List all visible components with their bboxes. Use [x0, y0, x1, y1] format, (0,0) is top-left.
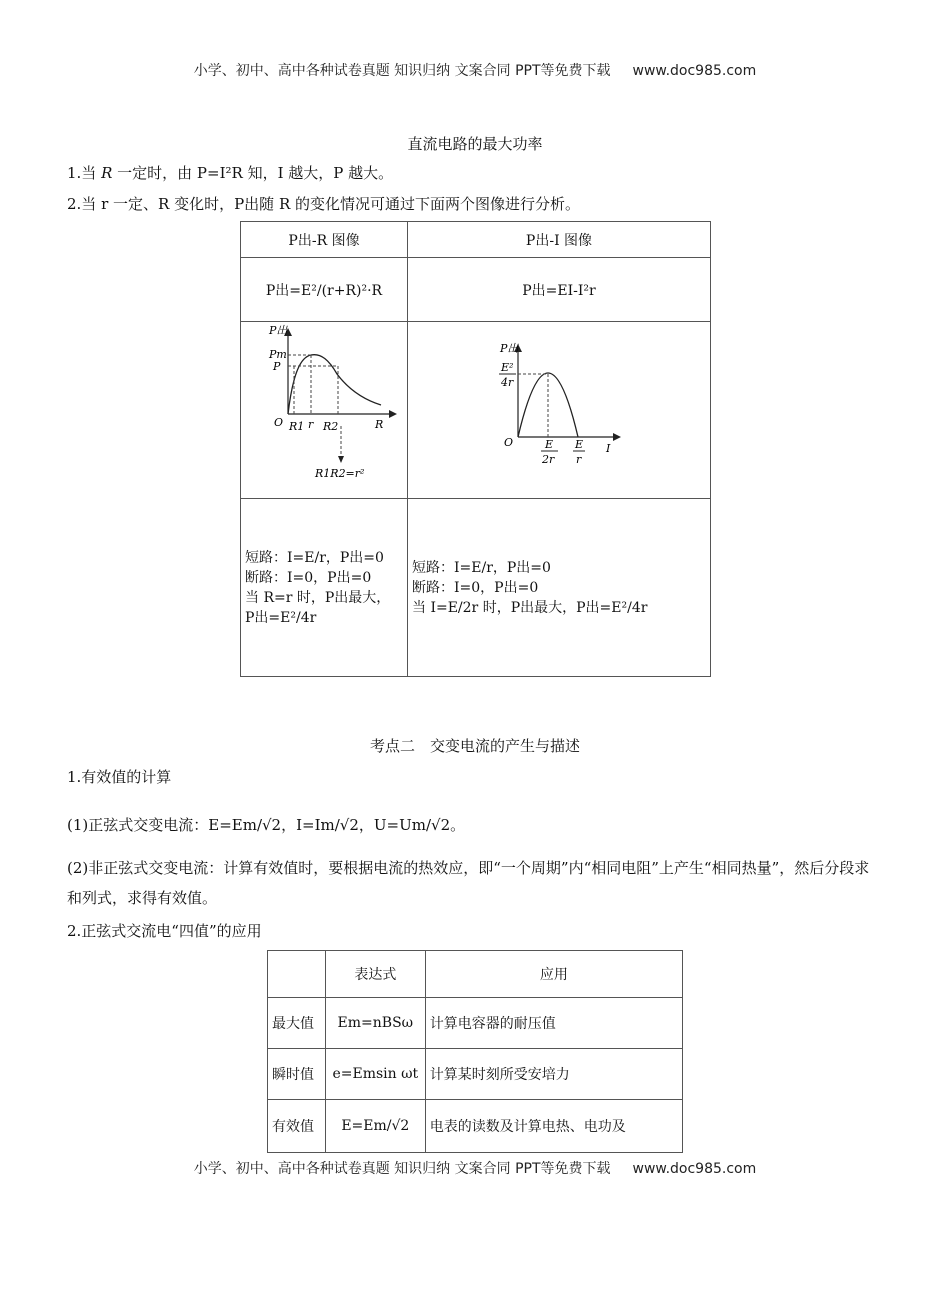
section2-heading1: 1.有效值的计算 [67, 768, 172, 786]
pi-peak-num: E² [501, 361, 514, 374]
formula-left: P出=E²/(r+R)²·R [241, 258, 408, 322]
section1-title: 直流电路的最大功率 [407, 135, 543, 153]
graph-right-cell [408, 322, 711, 499]
section2-nonsine: (2)非正弦式交变电流：计算有效值时，要根据电流的热效应，即“一个周期”内“相同电阻”上产生“相同热量”，然后分段求和列式，求得有效值。 [67, 859, 870, 907]
left-open: 断路：I=0，P出=0 [245, 569, 372, 586]
t2-head-2: 应用 [425, 951, 682, 998]
t2-head-0 [268, 951, 326, 998]
t2-row-expr: e=Emsin ωt [325, 1049, 425, 1100]
section2-title: 考点二 交变电流的产生与描述 [369, 737, 580, 755]
pi-tick2-den: r [576, 453, 582, 466]
pi-tick1-den: 2r [542, 453, 555, 466]
t2-head-1: 表达式 [325, 951, 425, 998]
four-values-table [267, 950, 683, 1153]
pi-axis-y: P出 [500, 342, 519, 355]
graph-left-cell [241, 322, 408, 499]
header-text: 小学、初中、高中各种试卷真题 知识归纳 文案合同 PPT等免费下载 [193, 63, 611, 79]
left-max-val: P出=E²/4r [245, 609, 317, 626]
pr-label-pm: Pm [269, 348, 287, 361]
pr-note: R1R2=r² [315, 467, 365, 480]
t2-row-expr: Em=nBSω [325, 998, 425, 1049]
pi-peak-den: 4r [501, 376, 514, 389]
power-table [240, 221, 711, 677]
t2-row-use: 计算电容器的耐压值 [425, 998, 682, 1049]
pr-tick-r1: R1 [289, 420, 305, 433]
right-open: 断路：I=0，P出=0 [412, 579, 539, 596]
page-footer [0, 1158, 950, 1178]
page-header [0, 60, 950, 80]
right-cases [408, 499, 711, 677]
table-head-right: P出-I 图像 [408, 222, 711, 258]
pi-graph [408, 322, 710, 494]
t2-row-use: 电表的读数及计算电热、电功及 [425, 1100, 682, 1153]
section2-sine-line: (1)正弦式交变电流：E=Em/√2，I=Im/√2，U=Um/√2。 [67, 816, 466, 834]
pi-origin: O [504, 436, 514, 449]
t2-row-name: 有效值 [268, 1100, 326, 1153]
pr-graph [241, 322, 407, 494]
pr-tick-r2: R2 [323, 420, 339, 433]
pi-tick2-num: E [575, 438, 584, 451]
footer-text: 小学、初中、高中各种试卷真题 知识归纳 文案合同 PPT等免费下载 [193, 1161, 611, 1177]
right-max: 当 I=E/2r 时，P出最大，P出=E²/4r [412, 599, 648, 616]
pr-origin: O [274, 416, 284, 429]
pr-axis-y: P出 [269, 324, 288, 337]
right-short: 短路：I=E/r，P出=0 [412, 559, 551, 576]
section1-point2: 2.当 r 一定、R 变化时，P出随 R 的变化情况可通过下面两个图像进行分析。 [67, 195, 581, 213]
pi-axis-x: I [606, 442, 611, 455]
t2-row-expr: E=Em/√2 [325, 1100, 425, 1153]
t2-row-use: 计算某时刻所受安培力 [425, 1049, 682, 1100]
header-url[interactable]: www.doc985.com [632, 63, 757, 79]
pr-label-p: P [273, 360, 281, 373]
pr-tick-r: r [308, 418, 314, 431]
left-cases [241, 499, 408, 677]
t2-row-name: 最大值 [268, 998, 326, 1049]
left-max-cond: 当 R=r 时，P出最大， [245, 589, 391, 606]
section1-point1: 1.当 R 一定时，由 P=I²R 知，I 越大，P 越大。 [67, 164, 394, 182]
left-short: 短路：I=E/r，P出=0 [245, 549, 384, 566]
t2-row-name: 瞬时值 [268, 1049, 326, 1100]
pi-tick1-num: E [545, 438, 554, 451]
formula-right: P出=EI-I²r [408, 258, 711, 322]
pr-axis-x: R [375, 418, 384, 431]
footer-url[interactable]: www.doc985.com [632, 1161, 757, 1177]
table-head-left: P出-R 图像 [241, 222, 408, 258]
section2-heading2: 2.正弦式交流电“四值”的应用 [67, 922, 262, 940]
